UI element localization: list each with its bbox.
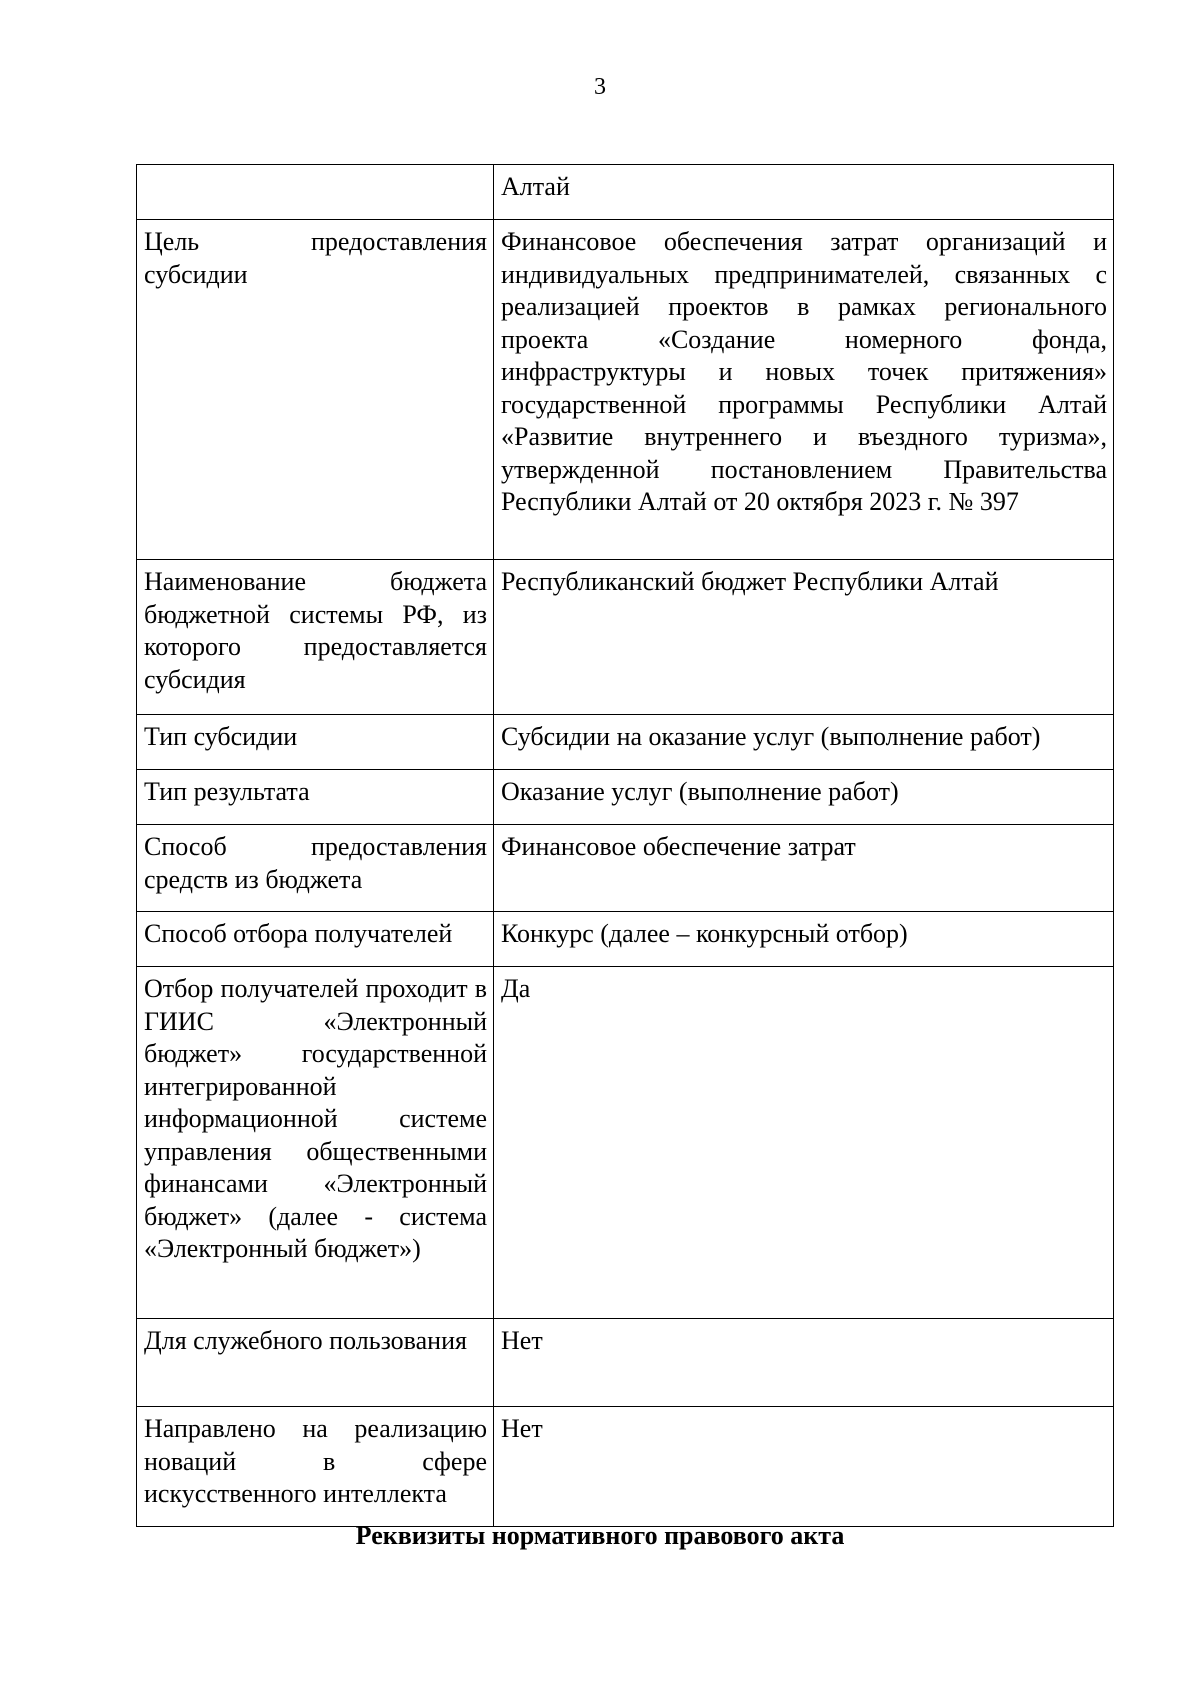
row-value: Субсидии на оказание услуг (выполнение работ) [494, 715, 1114, 770]
row-label: Способ предоставления средств из бюджета [137, 825, 494, 912]
table-row [137, 770, 1114, 825]
table-row [137, 912, 1114, 967]
row-label [137, 165, 494, 220]
row-label: Направлено на реализацию новаций в сфере искусственного интеллекта [137, 1407, 494, 1527]
row-label: Наименование бюджета бюджетной системы РФ, из которого предоставляется субсидия [137, 560, 494, 715]
table-row [137, 1407, 1114, 1527]
row-value: Республиканский бюджет Республики Алтай [494, 560, 1114, 715]
row-value: Нет [494, 1407, 1114, 1527]
section-heading: Реквизиты нормативного правового акта [355, 1521, 845, 1550]
row-label: Для служебного пользования [137, 1319, 494, 1407]
table-row [137, 825, 1114, 912]
page-number: 3 [594, 74, 606, 100]
row-label: Тип результата [137, 770, 494, 825]
table-row [137, 560, 1114, 715]
row-value: Конкурс (далее – конкурсный отбор) [494, 912, 1114, 967]
subsidy-info-table [136, 164, 1114, 1527]
row-value: Оказание услуг (выполнение работ) [494, 770, 1114, 825]
row-value: Нет [494, 1319, 1114, 1407]
row-label: Способ отбора получателей [137, 912, 494, 967]
table-row [137, 967, 1114, 1319]
table-row [137, 715, 1114, 770]
row-value: Да [494, 967, 1114, 1319]
row-label: Цель предоставления субсидии [137, 220, 494, 560]
table-row [137, 165, 1114, 220]
row-value: Финансовое обеспечения затрат организаций и индивидуальных предпринимателей, связанных с реализацией проектов в рамках регионального проекта «Создание номерного фонда, инфраструктуры и новых точек притяжения» государственной программы Республики Алтай «Развитие внутреннего и въездного туризма», утвержденной постановлением Правительства Республики Алтай от 20 октября 2023 г. № 397 [494, 220, 1114, 560]
table-row [137, 1319, 1114, 1407]
row-value: Финансовое обеспечение затрат [494, 825, 1114, 912]
table-row [137, 220, 1114, 560]
row-value: Алтай [494, 165, 1114, 220]
row-label: Отбор получателей проходит в ГИИС «Электронный бюджет» государственной интегрированной информационной системе управления общественными финансами «Электронный бюджет» (далее - система «Электронный бюджет») [137, 967, 494, 1319]
row-label: Тип субсидии [137, 715, 494, 770]
